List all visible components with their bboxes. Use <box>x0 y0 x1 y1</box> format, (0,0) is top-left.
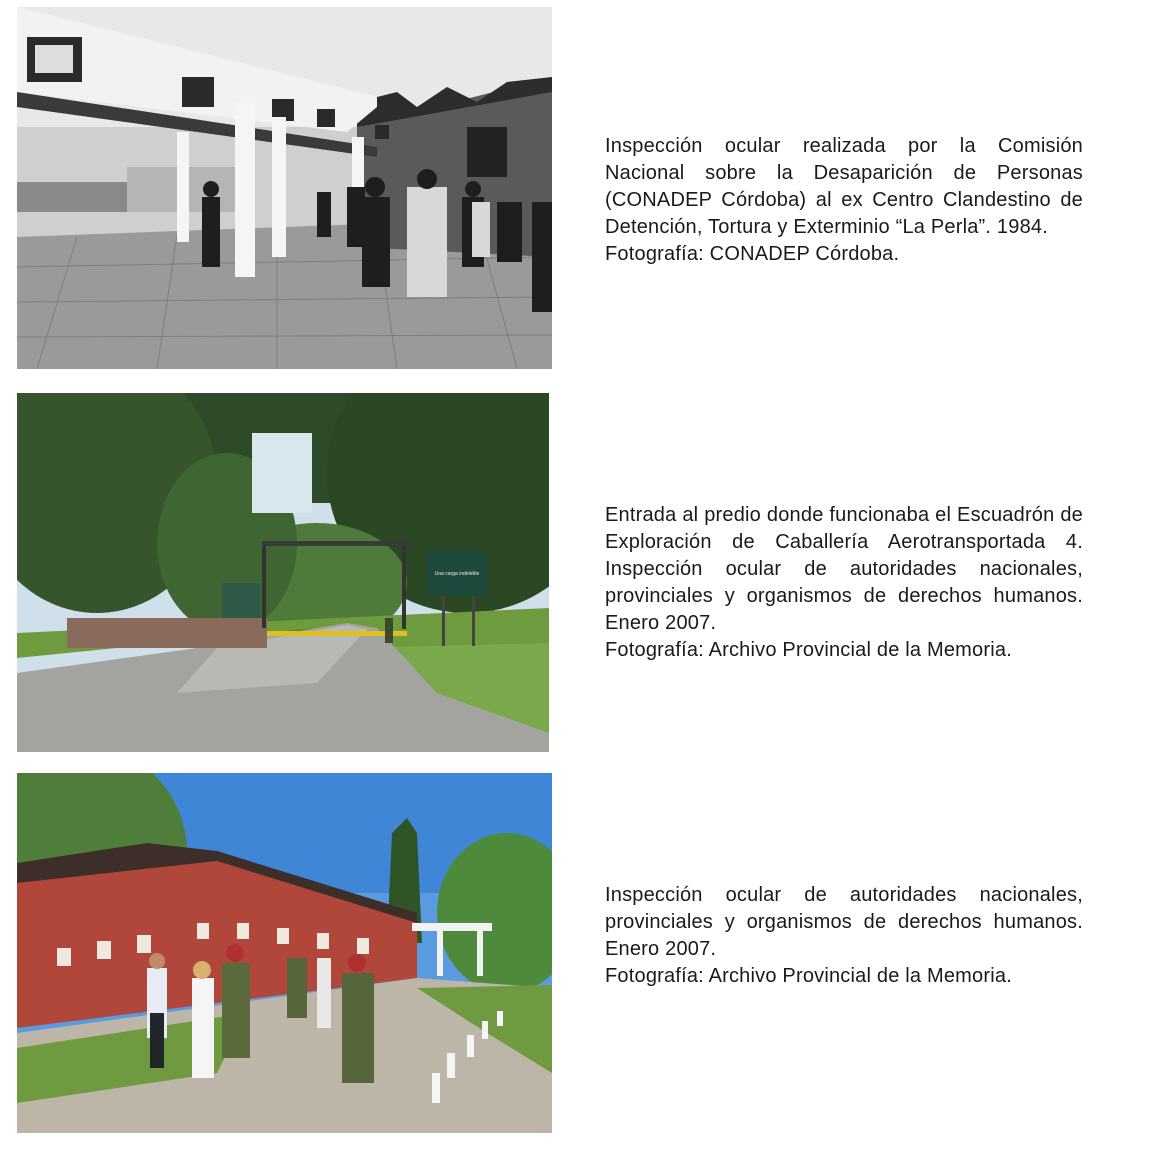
caption-photo-2 <box>605 502 1083 664</box>
photo-credit: Fotografía: Archivo Provincial de la Memoria. <box>605 965 1012 987</box>
caption-text: Inspección ocular realizada por la Comisión Nacional sobre la Desaparición de Personas (CONADEP Córdoba) al ex Centro Clandestino de Detención, Tortura y Exterminio “La Perla”. 1984. <box>605 135 1083 238</box>
svg-text:Una carga indeleble: Una carga indeleble <box>434 571 480 577</box>
caption-photo-3 <box>605 882 1083 990</box>
caption-text: Entrada al predio donde funcionaba el Escuadrón de Exploración de Caballería Aerotransportada 4. Inspección ocular de autoridades nacionales, provinciales y organismos de derechos humanos. Enero 2007. <box>605 504 1083 634</box>
photo-conadep-inspection-1984 <box>17 7 552 369</box>
photo-credit: Fotografía: Archivo Provincial de la Memoria. <box>605 639 1012 661</box>
photo-la-perla-2007 <box>17 773 552 1133</box>
caption-text: Inspección ocular de autoridades nacionales, provinciales y organismos de derechos humanos. Enero 2007. <box>605 884 1083 960</box>
caption-photo-1 <box>605 133 1083 268</box>
photo-entrance-2007 <box>17 393 549 752</box>
photo-credit: Fotografía: CONADEP Córdoba. <box>605 243 900 265</box>
